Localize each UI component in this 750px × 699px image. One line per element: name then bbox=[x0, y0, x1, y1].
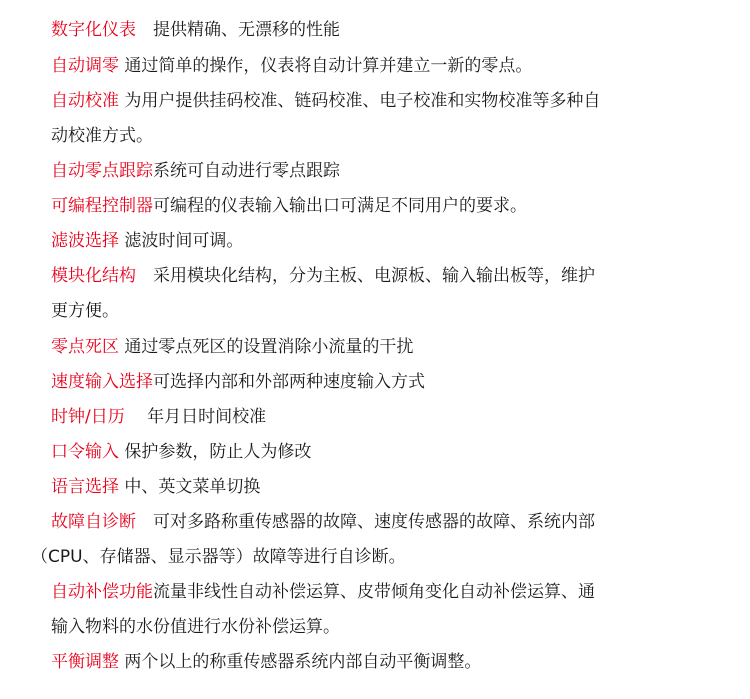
feature-description: 输入物料的水份值进行水份补偿运算。 bbox=[51, 617, 340, 637]
feature-term: 自动调零 bbox=[51, 56, 119, 76]
feature-term: 模块化结构 bbox=[51, 266, 136, 286]
feature-description: 中、英文菜单切换 bbox=[119, 477, 261, 497]
feature-line bbox=[51, 265, 595, 287]
feature-description: 系统可自动进行零点跟踪 bbox=[153, 161, 340, 181]
feature-description: 保护参数，防止人为修改 bbox=[119, 442, 312, 462]
feature-line-continuation bbox=[51, 125, 153, 147]
feature-term: 滤波选择 bbox=[51, 231, 119, 251]
feature-term: 零点死区 bbox=[51, 337, 119, 357]
feature-line bbox=[51, 160, 340, 182]
feature-description: 为用户提供挂码校准、链码校准、电子校准和实物校准等多种自 bbox=[119, 91, 601, 111]
feature-line bbox=[51, 371, 425, 393]
feature-term: 自动零点跟踪 bbox=[51, 161, 153, 181]
feature-description: 采用模块化结构，分为主板、电源板、输入输出板等，维护 bbox=[136, 266, 595, 286]
feature-description: 流量非线性自动补偿运算、皮带倾角变化自动补偿运算、通 bbox=[153, 582, 595, 602]
feature-description: 滤波时间可调。 bbox=[119, 231, 244, 251]
feature-line bbox=[51, 651, 481, 673]
feature-line bbox=[51, 336, 413, 358]
feature-line bbox=[51, 476, 260, 498]
feature-term: 自动校准 bbox=[51, 91, 119, 111]
feature-line-continuation bbox=[51, 616, 340, 638]
feature-description: 可编程的仪表输入输出口可满足不同用户的要求。 bbox=[153, 196, 527, 216]
feature-term: 速度输入选择 bbox=[51, 372, 153, 392]
feature-line bbox=[51, 55, 532, 77]
feature-line-continuation bbox=[51, 300, 119, 322]
feature-term: 平衡调整 bbox=[51, 652, 119, 672]
feature-line bbox=[51, 19, 340, 41]
feature-line bbox=[51, 230, 243, 252]
feature-line bbox=[51, 581, 595, 603]
feature-line bbox=[51, 406, 266, 428]
feature-description: 两个以上的称重传感器系统内部自动平衡调整。 bbox=[119, 652, 482, 672]
feature-term: 自动补偿功能 bbox=[51, 582, 153, 602]
feature-term: 数字化仪表 bbox=[51, 20, 136, 40]
feature-description: （CPU、存储器、显示器等）故障等进行自诊断。 bbox=[31, 547, 406, 567]
feature-line-continuation bbox=[31, 546, 406, 568]
feature-line bbox=[51, 441, 311, 463]
feature-description: 提供精确、无漂移的性能 bbox=[136, 20, 340, 40]
feature-term: 可编程控制器 bbox=[51, 196, 153, 216]
feature-description: 更方便。 bbox=[51, 301, 119, 321]
feature-description: 通过零点死区的设置消除小流量的干扰 bbox=[119, 337, 414, 357]
feature-description: 动校准方式。 bbox=[51, 126, 153, 146]
feature-term: 语言选择 bbox=[51, 477, 119, 497]
feature-term: 口令输入 bbox=[51, 442, 119, 462]
feature-line bbox=[51, 511, 595, 533]
feature-term: 时钟/日历 bbox=[51, 407, 125, 427]
feature-term: 故障自诊断 bbox=[51, 512, 136, 532]
feature-description: 可对多路称重传感器的故障、速度传感器的故障、系统内部 bbox=[136, 512, 595, 532]
feature-description: 可选择内部和外部两种速度输入方式 bbox=[153, 372, 425, 392]
feature-line bbox=[51, 90, 600, 112]
feature-line bbox=[51, 195, 527, 217]
feature-description: 年月日时间校准 bbox=[124, 407, 267, 427]
feature-description: 通过简单的操作，仪表将自动计算并建立一新的零点。 bbox=[119, 56, 533, 76]
